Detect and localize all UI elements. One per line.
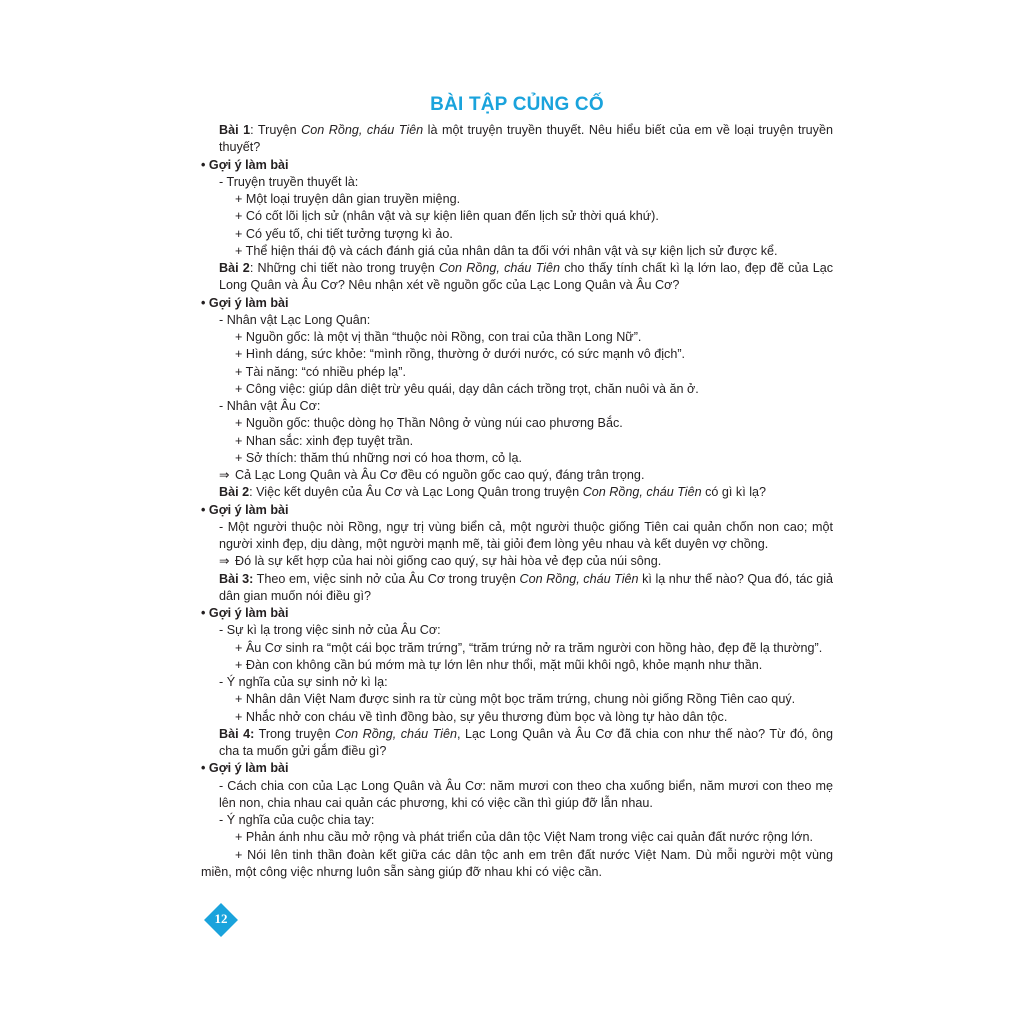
question-text: Theo em, việc sinh nở của Âu Cơ trong truyện bbox=[253, 571, 520, 586]
answer-bullet: + Nguồn gốc: là một vị thần “thuộc nòi Rồng, con trai của thần Long Nữ”. bbox=[235, 330, 642, 344]
answer-line: - Nhân vật Lạc Long Quân: bbox=[219, 312, 371, 327]
answer-line: - Nhân vật Âu Cơ: bbox=[219, 399, 321, 413]
hint-heading: • Gợi ý làm bài bbox=[201, 157, 289, 172]
page-number: 12 bbox=[214, 911, 228, 926]
question-text: : Truyện bbox=[250, 123, 302, 137]
page-title: BÀI TẬP CỦNG CỐ bbox=[430, 94, 604, 115]
hint-heading: • Gợi ý làm bài bbox=[201, 295, 289, 310]
question-label: Bài 4: bbox=[219, 726, 255, 741]
question-text: , Lạc Long Quân và Âu Cơ đã chia con như thế nào? Từ đó, ông cha ta muốn gửi gắm điều gì? bbox=[219, 726, 834, 758]
implies-arrow-icon: ⇒ bbox=[219, 554, 230, 569]
answer-bullet: + Có cốt lõi lịch sử (nhân vật và sự kiện liên quan đến lịch sử thời quá khứ). bbox=[235, 209, 659, 224]
conclusion-line bbox=[201, 467, 833, 484]
question-1 bbox=[201, 122, 833, 157]
work-title: Con Rồng, cháu Tiên bbox=[301, 123, 424, 137]
answer-line: - Ý nghĩa của sự sinh nở kì lạ: bbox=[219, 675, 388, 689]
question-text: : Việc kết duyên của Âu Cơ và Lạc Long Quân trong truyện bbox=[249, 485, 583, 500]
answer-bullet: + Tài năng: “có nhiều phép lạ”. bbox=[235, 364, 406, 379]
conclusion-line bbox=[201, 553, 833, 570]
question-label: Bài 2 bbox=[219, 261, 250, 275]
hint-heading: • Gợi ý làm bài bbox=[201, 502, 289, 517]
work-title: Con Rồng, cháu Tiên bbox=[335, 726, 457, 741]
question-text: là một truyện truyền thuyết. Nêu hiểu biết của em về loại truyện truyền thuyết? bbox=[219, 123, 833, 155]
hint-heading: • Gợi ý làm bài bbox=[201, 761, 289, 776]
answer-bullet: + Nhan sắc: xinh đẹp tuyệt trần. bbox=[235, 433, 414, 448]
question-text: cho thấy tính chất kì lạ lớn lao, đẹp đẽ của Lạc Long Quân và Âu Cơ? Nêu nhận xét về nguồn gốc của Lạc Long Quân và Âu Cơ? bbox=[219, 261, 834, 293]
question-4 bbox=[201, 571, 833, 606]
work-title: Con Rồng, cháu Tiên bbox=[582, 485, 702, 500]
answer-line: - Sự kì lạ trong việc sinh nở của Âu Cơ: bbox=[219, 623, 441, 638]
answer-bullet: + Nói lên tinh thần đoàn kết giữa các dân tộc anh em trên đất nước Việt Nam. Dù mỗi người một vùng miền, một công việc nhưng luôn sẵn sàng giúp đỡ nhau khi có việc cần. bbox=[201, 847, 833, 879]
question-text: kì lạ như thế nào? Qua đó, tác giả dân gian muốn nói điều gì? bbox=[219, 571, 834, 603]
conclusion-text: Cả Lạc Long Quân và Âu Cơ đều có nguồn gốc cao quý, đáng trân trọng. bbox=[235, 468, 645, 482]
implies-arrow-icon: ⇒ bbox=[219, 468, 230, 482]
page-number-badge bbox=[205, 904, 237, 936]
answer-bullet: + Nguồn gốc: thuộc dòng họ Thần Nông ở vùng núi cao phương Bắc. bbox=[235, 416, 623, 431]
work-title: Con Rồng, cháu Tiên bbox=[438, 261, 560, 275]
answer-bullet: + Sở thích: thăm thú những nơi có hoa thơm, cỏ lạ. bbox=[235, 450, 522, 465]
work-title: Con Rồng, cháu Tiên bbox=[519, 571, 639, 586]
answer-bullet: + Phản ánh nhu cầu mở rộng và phát triển của dân tộc Việt Nam trong việc cai quản đất nước rộng lớn. bbox=[235, 830, 813, 845]
question-5 bbox=[201, 726, 833, 761]
answer-paragraph: - Một người thuộc nòi Rồng, ngự trị vùng biển cả, một người thuộc giống Tiên cai quản chốn non cao; một người xinh đẹp, dịu dàng, một người mạnh mẽ, tài giỏi đem lòng yêu nhau và kết duyên vợ chồng. bbox=[219, 519, 833, 551]
answer-bullet: + Có yếu tố, chi tiết tưởng tượng kì ảo. bbox=[235, 226, 453, 241]
question-label: Bài 2 bbox=[219, 485, 250, 500]
question-text: có gì kì lạ? bbox=[701, 485, 766, 500]
question-3 bbox=[201, 484, 833, 501]
answer-bullet: + Âu Cơ sinh ra “một cái bọc trăm trứng”, “trăm trứng nở ra trăm người con hồng hào, đẹp đẽ lạ thường”. bbox=[235, 640, 823, 655]
question-label: Bài 1 bbox=[219, 123, 251, 137]
question-text: Trong truyện bbox=[254, 726, 336, 741]
exercise-content bbox=[201, 122, 833, 881]
answer-bullet: + Một loại truyện dân gian truyền miệng. bbox=[235, 192, 461, 206]
question-2 bbox=[201, 260, 833, 295]
answer-bullet: + Thể hiện thái độ và cách đánh giá của nhân dân ta đối với nhân vật và sự kiện lịch sử được kể. bbox=[235, 243, 778, 258]
hint-heading: • Gợi ý làm bài bbox=[201, 606, 289, 620]
answer-bullet: + Công việc: giúp dân diệt trừ yêu quái, dạy dân cách trồng trọt, chăn nuôi và ăn ở. bbox=[235, 381, 699, 396]
question-label: Bài 3: bbox=[219, 571, 254, 586]
answer-bullet: + Nhân dân Việt Nam được sinh ra từ cùng một bọc trăm trứng, chung nòi giống Rồng Tiên cao quý. bbox=[235, 692, 796, 707]
question-text: : Những chi tiết nào trong truyện bbox=[249, 261, 439, 275]
answer-line: - Truyện truyền thuyết là: bbox=[219, 174, 359, 189]
answer-line: - Ý nghĩa của cuộc chia tay: bbox=[219, 813, 375, 827]
answer-paragraph: - Cách chia con của Lạc Long Quân và Âu Cơ: năm mươi con theo cha xuống biển, năm mươi con theo mẹ lên non, chia nhau cai quản các phương, khi có việc cần thì giúp đỡ lẫn nhau. bbox=[219, 778, 833, 810]
conclusion-text: Đó là sự kết hợp của hai nòi giống cao quý, sự hài hòa vẻ đẹp của núi sông. bbox=[235, 554, 662, 569]
answer-bullet: + Đàn con không cần bú mớm mà tự lớn lên như thổi, mặt mũi khôi ngô, khỏe mạnh như thần. bbox=[235, 657, 763, 672]
answer-bullet: + Nhắc nhở con cháu về tình đồng bào, sự yêu thương đùm bọc và lòng tự hào dân tộc. bbox=[235, 709, 728, 724]
answer-bullet: + Hình dáng, sức khỏe: “mình rồng, thường ở dưới nước, có sức mạnh vô địch”. bbox=[235, 347, 686, 362]
